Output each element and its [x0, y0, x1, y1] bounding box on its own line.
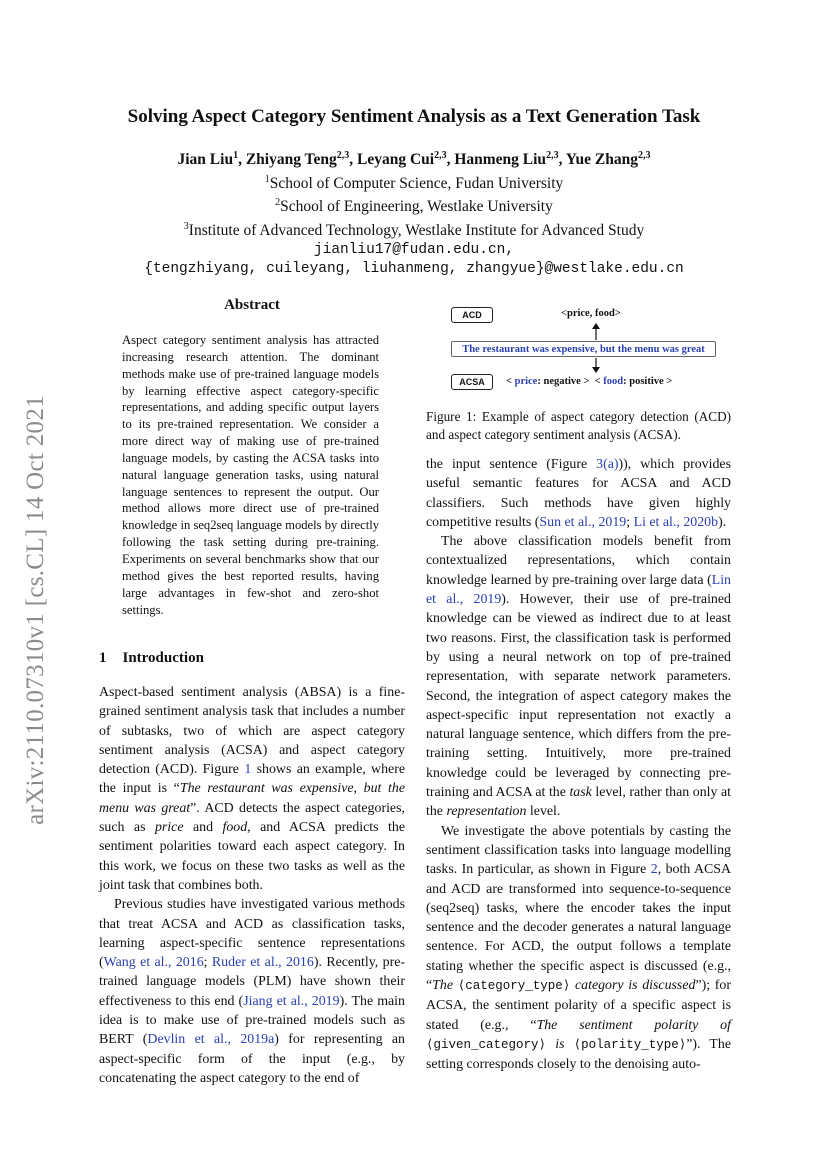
citation-link[interactable]: Li et al., 2020b	[633, 514, 719, 530]
author-sup: 2,3	[434, 150, 447, 161]
paper-title: Solving Aspect Category Sentiment Analysis as a Text Generation Task	[127, 106, 701, 127]
paragraph: the input sentence (Figure 3(a))), which provides useful semantic features for ACSA and ACD classifiers. Such methods have given highly competitive results (Sun et al., 2019; Li et al., 2020b).	[426, 457, 731, 530]
email-line: {tengzhiyang, cuileyang, liuhanmeng, zhangyue}@westlake.edu.cn	[144, 261, 684, 278]
intro-left-column	[99, 683, 405, 1088]
citation-link[interactable]: Devlin et al., 2019a	[147, 1032, 275, 1048]
figure-ref-link[interactable]: 2	[650, 862, 658, 878]
down-arrow-head	[592, 367, 600, 373]
section-title: Introduction	[122, 650, 204, 666]
section-heading	[99, 650, 204, 667]
aspect-food: food	[603, 376, 624, 387]
template-slot: ⟨polarity_type⟩	[573, 1037, 687, 1052]
figure-1-caption: Figure 1: Example of aspect category detection (ACD) and aspect category sentiment analysis (ACSA).	[426, 409, 731, 442]
author-list: Jian Liu$^1$, Zhiyang Teng$^{2,3}$, Leyang Cui$^{2,3}$, Hanmeng Liu$^{2,3}$, Yue Zhang$^{2,3}$	[177, 150, 651, 169]
author-name: Leyang Cui	[356, 151, 435, 169]
paragraph: Previous studies have investigated various methods that treat ACSA and ACD as classification tasks, learning aspect-specific sentence representations (Wang et al., 2016; Ruder et al., 2016). Recently, pre-trained language models (PLM) have shown their effectiveness to this end (Jiang et al., 2019). The main idea is to make use of pre-trained models such as BERT (Devlin et al., 2019a) for representing an aspect-specific form of the input (e.g., by concatenating the aspect category to the end of	[99, 897, 406, 1086]
author-sup: 1	[233, 150, 239, 161]
acd-output: <price, food>	[561, 308, 621, 319]
author-sup: 2,3	[546, 150, 559, 161]
aspect-price: price	[514, 376, 538, 387]
section-number: 1	[99, 650, 107, 666]
author-sup: 2,3	[637, 150, 651, 161]
polarity-positive: positive	[629, 376, 664, 387]
template-slot: ⟨category_type⟩	[457, 979, 571, 994]
example-sentence: The restaurant was expensive, but the menu was great	[99, 781, 406, 816]
author-sup: 2,3	[336, 150, 350, 161]
affiliation-sup: 2	[275, 197, 281, 209]
author-name: Jian Liu	[177, 151, 234, 169]
paragraph: We investigate the above potentials by casting the sentiment classification tasks into language modelling tasks. In particular, as shown in Figure 2, both ACSA and ACD are transformed into sequence-to-sequence (seq2seq) tasks, where the encoder takes the input sentence and the decoder generates a natural language sentence. For ACD, the output follows a template stating whether the specific aspect is discussed (e.g., “The ⟨category_type⟩ category is discussed”); for ACSA, the sentiment polarity of a specific aspect is stated (e.g., “The sentiment polarity of ⟨given_category⟩ is ⟨polarity_type⟩”). The setting corresponds closely to the denoising auto-	[426, 823, 731, 1073]
affiliation	[0, 170, 828, 194]
citation-link[interactable]: Sun et al., 2019	[539, 514, 627, 530]
affiliation-sup: 1	[264, 173, 270, 185]
polarity-negative: negative	[543, 376, 581, 387]
figure-ref-link[interactable]: 1	[244, 762, 252, 778]
paragraph: Aspect-based sentiment analysis (ABSA) is a fine-grained sentiment analysis task that includes a number of subtasks, two of which are aspect category sentiment analysis (ACSA) and aspect category detection (ACD). Figure 1 shows an example, where the input is “The restaurant was expensive, but the menu was great”. ACD detects the aspect categories, such as price and food, and ACSA predicts the sentiment polarities toward each aspect category. In this work, we focus on these two tasks as well as the joint task that combines both.	[99, 685, 406, 893]
acsa-tag: ACSA	[451, 374, 493, 390]
arxiv-sidebar-stamp	[16, 370, 56, 850]
affiliation-text: Institute of Advanced Technology, Westlake Institute for Advanced Study	[188, 222, 645, 240]
affiliation-text: School of Computer Science, Fudan University	[269, 174, 564, 192]
author-name: Zhiyang Teng	[245, 151, 337, 169]
email-line: jianliu17@fudan.edu.cn,	[313, 241, 515, 258]
citation-link[interactable]: Jiang et al., 2019	[243, 993, 340, 1009]
template-slot: ⟨given_category⟩	[426, 1037, 547, 1052]
figure-ref-link[interactable]: 3(a)	[596, 457, 619, 472]
author-name: Yue Zhang	[565, 151, 638, 169]
abstract-text: Aspect category sentiment analysis has attracted increasing research attention. The dominant methods make use of pre-trained language models by learning effective aspect category-specific representations, and adding specific output layers to its pre-trained representation. We consider a more direct way of making use of pre-trained language models, by casting the ACSA tasks into natural language generation tasks, using natural language sentences to represent the output. Our method allows more direct use of pre-trained knowledge in seq2seq language models by directly following the task setting during pre-training. Experiments on several benchmarks show that our method gives the best reported results, having large advantages in few-shot and zero-shot settings.	[122, 333, 379, 617]
acsa-output: < price: negative > < food: positive >	[506, 376, 673, 387]
citation-link[interactable]: Wang et al., 2016	[103, 955, 204, 971]
citation-link[interactable]: Ruder et al., 2016	[211, 955, 314, 971]
intro-right-column	[426, 455, 731, 1075]
paragraph: The above classification models benefit from contextualized representations, which contain knowledge learned by pre-training over large data (Lin et al., 2019). However, their use of pre-trained knowledge can be viewed as indirect due to at least two reasons. First, the classification task is performed by using a neural network on top of pre-trained representation, with separate network parameters. Second, the integration of aspect category makes the aspect-specific input representation not exactly a natural language sentence, which differs from the pre-training setting. Intuitively, more pre-trained knowledge could be leveraged by connecting pre-training and ACSA at the task level, rather than only at the representation level.	[426, 534, 732, 820]
figure-1	[426, 303, 731, 395]
author-block	[0, 146, 828, 280]
input-sentence-box: The restaurant was expensive, but the menu was great	[451, 341, 716, 357]
author-name: Hanmeng Liu	[454, 151, 547, 169]
citation-link[interactable]: Lin et al., 2019	[426, 572, 731, 608]
abstract-heading: Abstract	[224, 297, 280, 313]
arxiv-id: arXiv:2110.07310v1 [cs.CL] 14 Oct 2021	[22, 395, 49, 825]
up-arrow-head	[592, 323, 600, 329]
affiliation-sup: 3	[183, 220, 189, 232]
affiliation	[0, 193, 828, 217]
acd-tag: ACD	[451, 307, 493, 323]
affiliation	[0, 217, 828, 241]
affiliation-text: School of Engineering, Westlake University	[280, 198, 553, 216]
